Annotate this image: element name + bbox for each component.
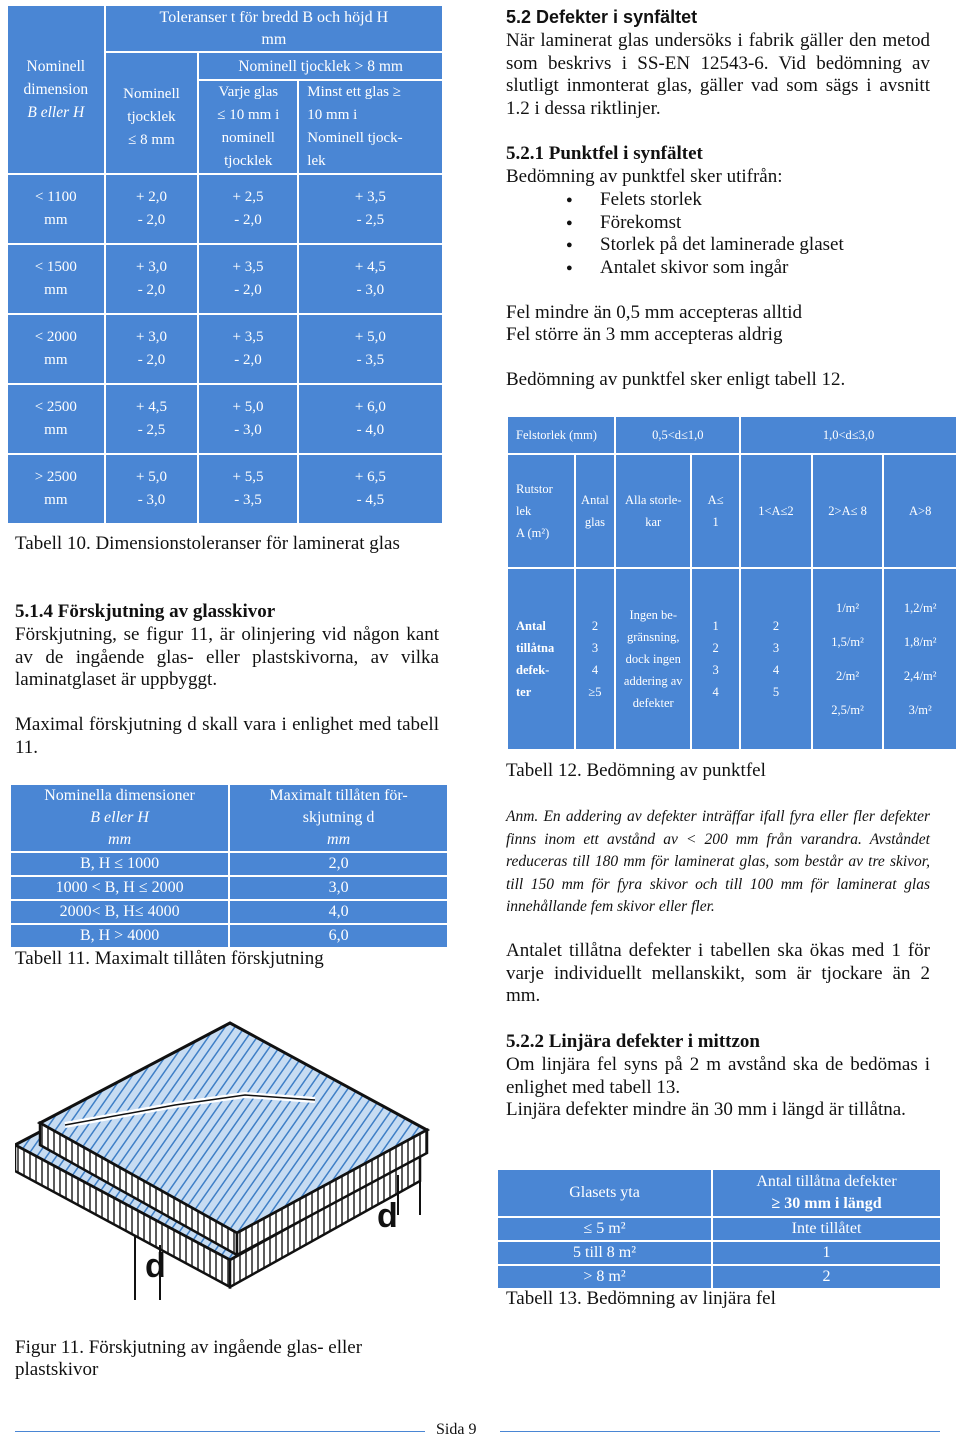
list-item: ● Förekomst [506, 212, 930, 235]
section-52-heading: 5.2 Defekter i synfältet [506, 7, 698, 27]
section-521-heading: 5.2.1 Punktfel i synfältet [506, 143, 703, 164]
label-d-right: d [377, 1197, 398, 1235]
t10-title: Toleranser t för bredd B och höjd H mm [106, 6, 442, 51]
figure-11-illustration [15, 1005, 440, 1325]
t10-col2-header: Nominell tjocklek ≤ 8 mm [106, 53, 198, 173]
list-item: ● Felets storlek [506, 189, 930, 212]
table-row: 1000 < B, H ≤ 2000 3,0 [11, 877, 447, 899]
table-row: > 8 m² 2 [498, 1266, 940, 1288]
antal-paragraph: Antalet tillåtna defekter i tabellen ska ökas med 1 för varje individuellt mellanskikt, som är tjockare än 2 mm. [506, 940, 930, 1006]
section-522-p2: Linjära defekter mindre än 30 mm i längd är tillåtna. [506, 1099, 906, 1120]
section-514-p2: Maximal förskjutning d skall vara i enlighet med tabell 11. [15, 714, 439, 758]
section-514-heading: 5.1.4 Förskjutning av glasskivor [15, 601, 276, 622]
table-12-caption: Tabell 12. Bedömning av punktfel [506, 760, 766, 781]
table-row: < 1500 mm + 3,0 - 2,0 + 3,5 - 2,0 + 4,5 - 3,0 [8, 245, 442, 313]
table-13 [496, 1168, 942, 1290]
table-row: B, H ≤ 1000 2,0 [11, 853, 447, 875]
t12-row-area: Rutstor lek A (m²) Antal glas Alla storle- kar A≤ 1 1<A≤2 2>A≤ 8 A>8 [508, 455, 956, 567]
rule-accept: Fel mindre än 0,5 mm accepteras alltid [506, 302, 802, 323]
section-521-intro: Bedömning av punktfel sker utifrån: [506, 166, 783, 187]
t10-col1-header: Nominell dimension B eller H [8, 6, 104, 173]
table-row: 5 till 8 m² 1 [498, 1242, 940, 1264]
section-522-p1: Om linjära fel syns på 2 m avstånd ska de bedömas i enlighet med tabell 13. [506, 1054, 930, 1098]
t10-sub-header: Nominell tjocklek > 8 mm [199, 53, 442, 79]
table-row: B, H > 4000 6,0 [11, 925, 447, 947]
table-row: < 1100 mm + 2,0 - 2,0 + 2,5 - 2,0 + 3,5 - 2,5 [8, 175, 442, 243]
t10-sub [199, 53, 442, 173]
table-11 [9, 783, 449, 949]
page-number: Sida 9 [436, 1421, 477, 1438]
section-522-heading: 5.2.2 Linjära defekter i mittzon [506, 1031, 760, 1052]
table-row: < 2500 mm + 4,5 - 2,5 + 5,0 - 3,0 + 6,0 - 4,0 [8, 385, 442, 453]
rule-reject: Fel större än 3 mm accepteras aldrig [506, 324, 783, 345]
label-d-left: d [145, 1247, 166, 1285]
table-13-caption: Tabell 13. Bedömning av linjära fel [506, 1288, 776, 1309]
note-anm: Anm. En addering av defekter inträffar ifall fyra eller fler defekter finns inom ett avstånd av < 200 mm från varandra. Avståndet reduceras till 180 mm för laminerat glas, som består av tre skivor, till 150 mm för fyra skivor och till 100 mm för laminerat glas innehållande fem skivor eller fler. [506, 808, 930, 915]
table-row: 2000< B, H≤ 4000 4,0 [11, 901, 447, 923]
footer-rule-left [15, 1431, 425, 1432]
section-52-text: När laminerat glas undersöks i fabrik gäller den metod som beskrivs i SS-EN 12543-6. Vid bedömning av slutligt inmonterat glas, gäller vad som sägs i avsnitt 1.2 i dessa riktlinjer. [506, 30, 930, 119]
list-item: ● Storlek på det laminerade glaset [506, 234, 930, 257]
t13-header: Glasets yta Antal tillåtna defekter ≥ 30 mm i längd [498, 1170, 940, 1216]
table-12 [506, 415, 958, 751]
t12-row-allowed: Antal tillåtna defek- ter 2 3 4 ≥5 Ingen be- gränsning, dock ingen addering av defekter 1 2 3 4 2 3 4 5 1/m² 1,5/m² 2/m² 2,5/m² 1,2/m² 1,8/m² 2,4/m² 3/m² [508, 569, 956, 749]
table-row: ≤ 5 m² Inte tillåtet [498, 1218, 940, 1240]
table-row: < 2000 mm + 3,0 - 2,0 + 3,5 - 2,0 + 5,0 - 3,5 [8, 315, 442, 383]
t11-header: Nominella dimensioner B eller H mm Maximalt tillåten för- skjutning d mm [11, 785, 447, 851]
section-514-p1: Förskjutning, se figur 11, är olinjering vid någon kant av de ingående glas- eller plastskivorna, av vilka laminatglaset är uppbyggt. [15, 624, 439, 690]
criteria-list [506, 189, 930, 279]
table-11-caption: Tabell 11. Maximalt tillåten förskjutning [15, 948, 324, 969]
table-row: > 2500 mm + 5,0 - 3,0 + 5,5 - 3,5 + 6,5 - 4,5 [8, 455, 442, 523]
footer-rule-right [500, 1431, 940, 1432]
table-10 [6, 4, 444, 525]
t10-col3-header: Varje glas ≤ 10 mm i nominell tjocklek [199, 79, 299, 173]
figure-11-caption: Figur 11. Förskjutning av ingående glas- eller plastskivor [15, 1337, 363, 1380]
t10-col4-header: Minst ett glas ≥ 10 mm i Nominell tjock- lek [299, 79, 442, 173]
t12-row-size: Felstorlek (mm) 0,5<d≤1,0 1,0<d≤3,0 [508, 417, 956, 453]
table-10-caption: Tabell 10. Dimensionstoleranser för laminerat glas [15, 533, 400, 554]
table-12-reference: Bedömning av punktfel sker enligt tabell 12. [506, 369, 846, 390]
list-item: ● Antalet skivor som ingår [506, 257, 930, 280]
